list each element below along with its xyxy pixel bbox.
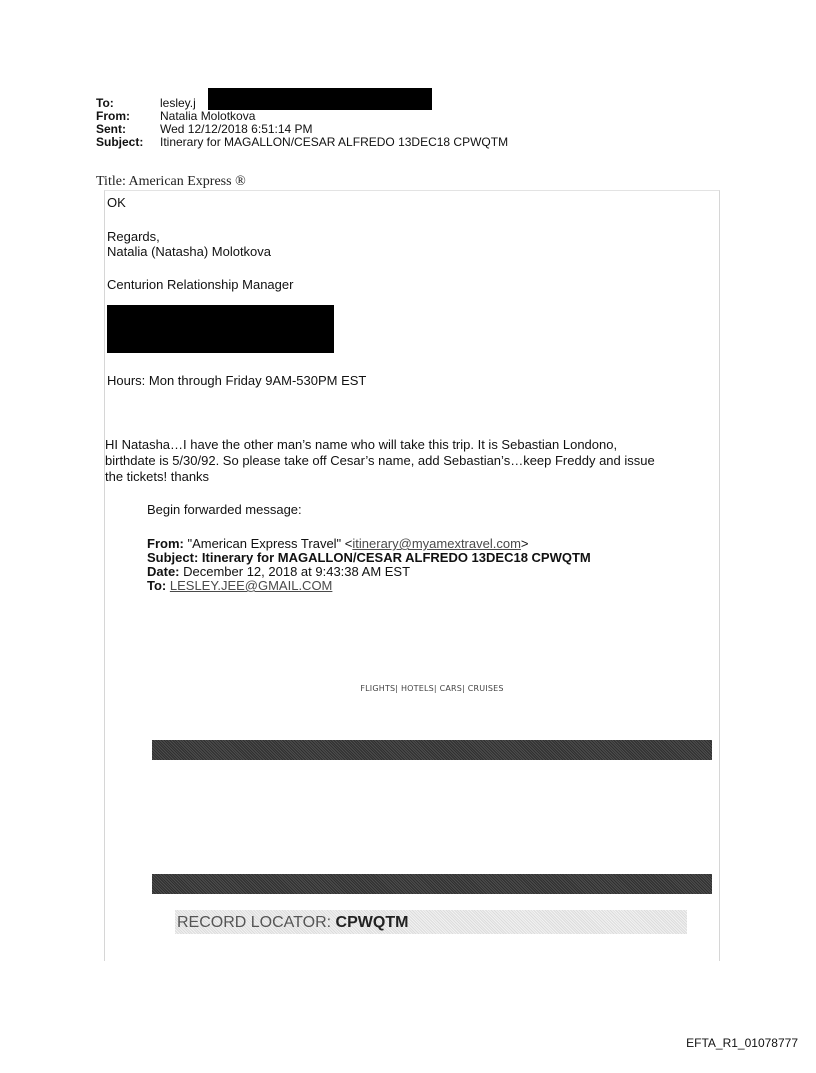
forwarded-from-close: > (520, 536, 529, 551)
reply-ok: OK (107, 195, 126, 210)
forwarded-subject-row (147, 551, 591, 565)
forwarded-date-row (147, 565, 410, 579)
document-id: EFTA_R1_01078777 (686, 1036, 798, 1050)
forwarded-intro: Begin forwarded message: (147, 502, 302, 517)
forwarded-from-label: From: (147, 536, 184, 551)
record-locator-label: RECORD LOCATOR: (177, 914, 336, 931)
from-value: Natalia Molotkova (160, 109, 256, 123)
message-line-1: HI Natasha…I have the other man’s name who will take this trip. It is Sebastian Londono, (105, 437, 618, 452)
reply-regards: Regards, (107, 229, 160, 244)
record-locator-value: CPWQTM (335, 914, 409, 931)
forwarded-date-value: December 12, 2018 at 9:43:38 AM EST (179, 564, 411, 579)
forwarded-to-email-link[interactable]: LESLEY.JEE@GMAIL.COM (169, 578, 333, 593)
to-value: lesley.j (160, 96, 196, 110)
sent-label: Sent: (96, 122, 126, 136)
reply-signature-role: Centurion Relationship Manager (107, 277, 294, 292)
forwarded-from-name: "American Express Travel" < (183, 536, 353, 551)
reply-hours: Hours: Mon through Friday 9AM-530PM EST (107, 373, 367, 388)
reply-signature-name: Natalia (Natasha) Molotkova (107, 244, 272, 259)
subject-value: Itinerary for MAGALLON/CESAR ALFREDO 13DEC18 CPWQTM (160, 135, 509, 149)
header-banner-band (152, 740, 712, 760)
from-label: From: (96, 109, 130, 123)
redaction-box (107, 305, 334, 353)
sent-value: Wed 12/12/2018 6:51:14 PM (160, 122, 313, 136)
forwarded-date-label: Date: (147, 564, 180, 579)
subject-label: Subject: (96, 135, 144, 149)
to-label: To: (96, 96, 114, 110)
forwarded-from-email-link[interactable]: itinerary@myamextravel.com (352, 536, 521, 551)
redaction-box (208, 88, 432, 110)
message-line-2: birthdate is 5/30/92. So please take off Cesar’s name, add Sebastian’s…keep Freddy and issue (105, 453, 655, 468)
forwarded-subject-value: Itinerary for MAGALLON/CESAR ALFREDO 13DEC18 CPWQTM (198, 550, 591, 565)
forwarded-to-label: To: (147, 578, 167, 593)
travel-nav-links[interactable]: FLIGHTS| HOTELS| CARS| CRUISES (360, 684, 504, 693)
document-title: Title: American Express ® (96, 174, 246, 189)
forwarded-subject-label: Subject: (147, 550, 199, 565)
forwarded-from-row (147, 537, 529, 551)
record-locator (177, 914, 408, 932)
forwarded-to-row (147, 579, 332, 593)
message-line-3: the tickets! thanks (105, 469, 210, 484)
section-banner-band (152, 874, 712, 894)
